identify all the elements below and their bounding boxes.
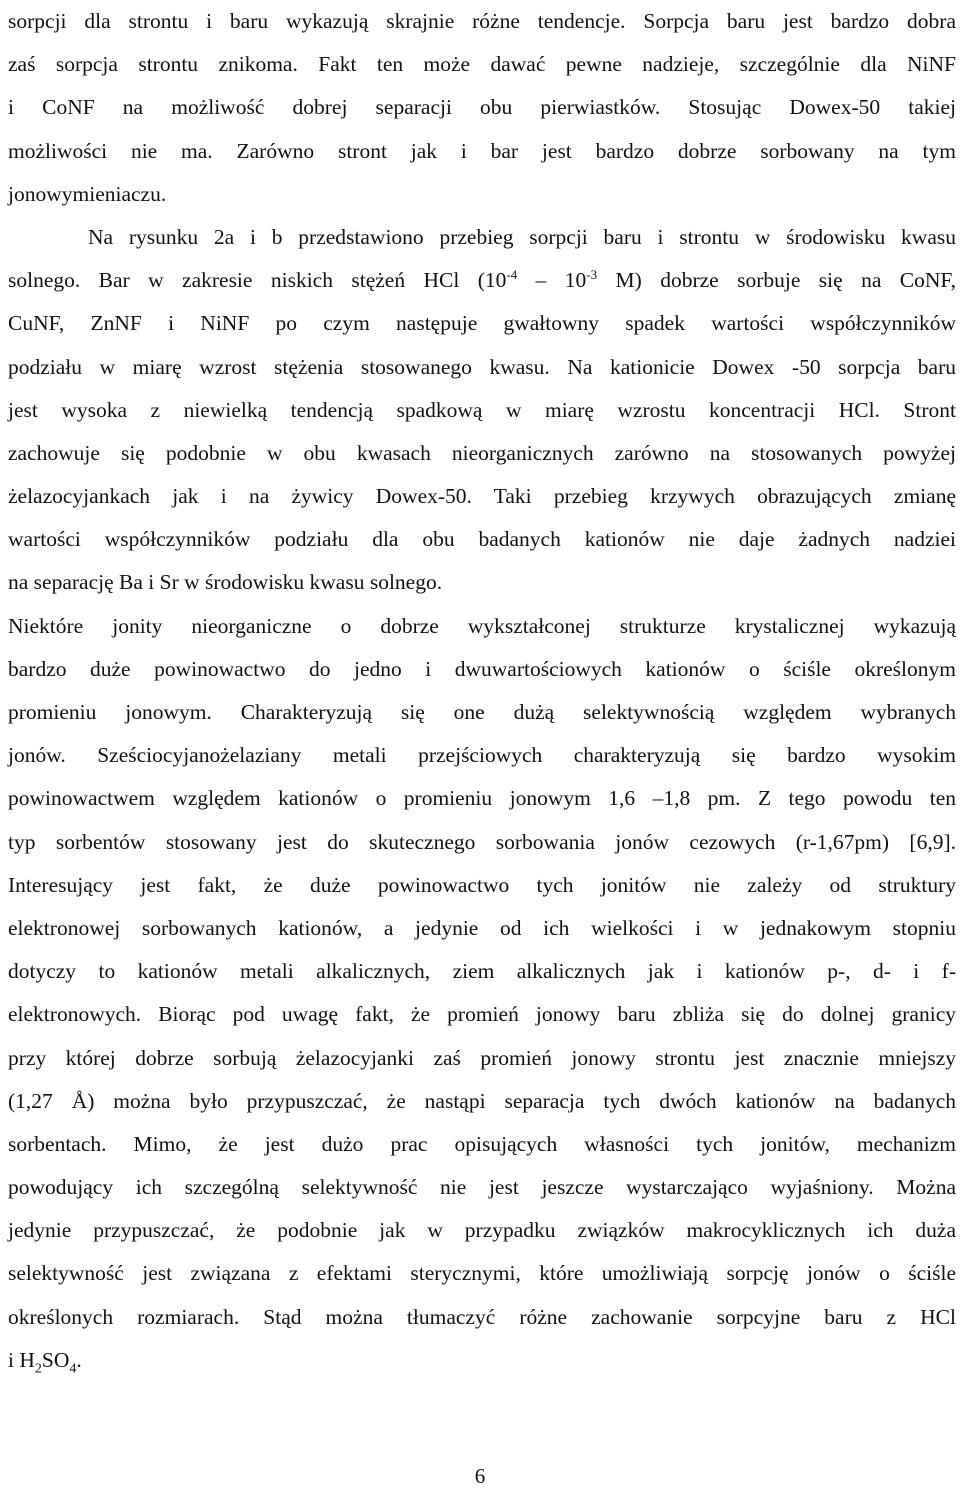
text-line: jedynie przypuszczać, że podobnie jak w przypadku związków makrocyklicznych ich duża xyxy=(8,1218,956,1243)
paragraph-first-line: Na rysunku 2a i b przedstawiono przebieg sorpcji baru i strontu w środowisku kwasu xyxy=(88,224,956,249)
text-line: wartości współczynników podziału dla obu badanych kationów nie daje żadnych nadziei xyxy=(8,527,956,552)
text-line: jest wysoka z niewielką tendencją spadkową w miarę wzrostu koncentracji HCl. Stront xyxy=(8,397,956,422)
text-line: zachowuje się podobnie w obu kwasach nieorganicznych zarówno na stosowanych powyżej xyxy=(8,440,956,465)
text-line: przy której dobrze sorbują żelazocyjanki zaś promień jonowy strontu jest znacznie mniejszy xyxy=(8,1045,956,1070)
text-line: i CoNF na możliwość dobrej separacji obu pierwiastków. Stosując Dowex-50 takiej xyxy=(8,95,956,120)
text-line: CuNF, ZnNF i NiNF po czym następuje gwałtowny spadek wartości współczynników xyxy=(8,311,956,336)
text-line: na separację Ba i Sr w środowisku kwasu solnego. xyxy=(8,570,443,595)
text-line: możliwości nie ma. Zarówno stront jak i bar jest bardzo dobrze sorbowany na tym xyxy=(8,138,956,163)
text-line: bardzo duże powinowactwo do jedno i dwuwartościowych kationów o ściśle określonym xyxy=(8,656,956,681)
text-line: sorbentach. Mimo, że jest dużo prac opisujących własności tych jonitów, mechanizm xyxy=(8,1131,956,1156)
line-text-after: M) dobrze sorbuje się na CoNF, xyxy=(597,268,957,293)
text-line-with-subscripts xyxy=(8,1339,956,1382)
text-line: typ sorbentów stosowany jest do skutecznego sorbowania jonów cezowych (r-1,67pm) [6,9]. xyxy=(8,829,956,854)
document-page xyxy=(8,0,956,1382)
text-line: elektronowych. Biorąc pod uwagę fakt, że promień jonowy baru zbliża się do dolnej granicy xyxy=(8,1002,956,1027)
text-line: dotyczy to kationów metali alkalicznych, ziem alkalicznych jak i kationów p-, d- i f- xyxy=(8,959,956,984)
subscript-index: 2 xyxy=(34,1361,42,1377)
text-line-with-superscripts xyxy=(8,259,956,302)
text-line: selektywność jest związana z efektami sterycznymi, które umożliwiają sorpcję jonów o ściśle xyxy=(8,1261,956,1286)
line-text-middle: SO xyxy=(41,1347,70,1372)
line-text-before: solnego. Bar w zakresie niskich stężeń HCl (10 xyxy=(8,268,507,293)
text-line: (1,27 Å) można było przypuszczać, że nastąpi separacja tych dwóch kationów na badanych xyxy=(8,1088,956,1113)
text-line: sorpcji dla strontu i baru wykazują skrajnie różne tendencje. Sorpcja baru jest bardzo dobra xyxy=(8,9,956,33)
paragraph-first-line: Niektóre jonity nieorganiczne o dobrze wykształconej strukturze krystalicznej wykazują xyxy=(8,613,956,638)
text-line: powinowactwem względem kationów o promieniu jonowym 1,6 –1,8 pm. Z tego powodu ten xyxy=(8,786,956,811)
subscript-index: 4 xyxy=(69,1361,77,1377)
line-text-middle: – 10 xyxy=(517,268,587,293)
text-line: promieniu jonowym. Charakteryzują się one dużą selektywnością względem wybranych xyxy=(8,700,956,724)
text-line: Interesujący jest fakt, że duże powinowactwo tych jonitów nie zależy od struktury xyxy=(8,872,956,897)
text-line: zaś sorpcja strontu znikoma. Fakt ten może dawać pewne nadzieje, szczególnie dla NiNF xyxy=(8,52,956,77)
line-text-before: i H xyxy=(8,1347,35,1372)
text-line: jonowymieniaczu. xyxy=(8,181,167,206)
text-line: elektronowej sorbowanych kationów, a jedynie od ich wielkości i w jednakowym stopniu xyxy=(8,915,956,940)
text-line: jonów. Sześciocyjanożelaziany metali przejściowych charakteryzują się bardzo wysokim xyxy=(8,743,956,768)
text-line: podziału w miarę wzrost stężenia stosowanego kwasu. Na kationicie Dowex -50 sorpcja baru xyxy=(8,354,956,379)
superscript-exponent: -4 xyxy=(506,266,518,282)
text-line: powodujący ich szczególną selektywność nie jest jeszcze wystarczająco wyjaśniony. Można xyxy=(8,1175,956,1200)
text-line: określonych rozmiarach. Stąd można tłumaczyć różne zachowanie sorpcyjne baru z HCl xyxy=(8,1304,956,1329)
page-number: 6 xyxy=(474,1464,486,1488)
line-text-after: . xyxy=(76,1347,82,1372)
superscript-exponent: -3 xyxy=(586,266,598,282)
text-line: żelazocyjankach jak i na żywicy Dowex-50. Taki przebieg krzywych obrazujących zmianę xyxy=(8,484,956,509)
